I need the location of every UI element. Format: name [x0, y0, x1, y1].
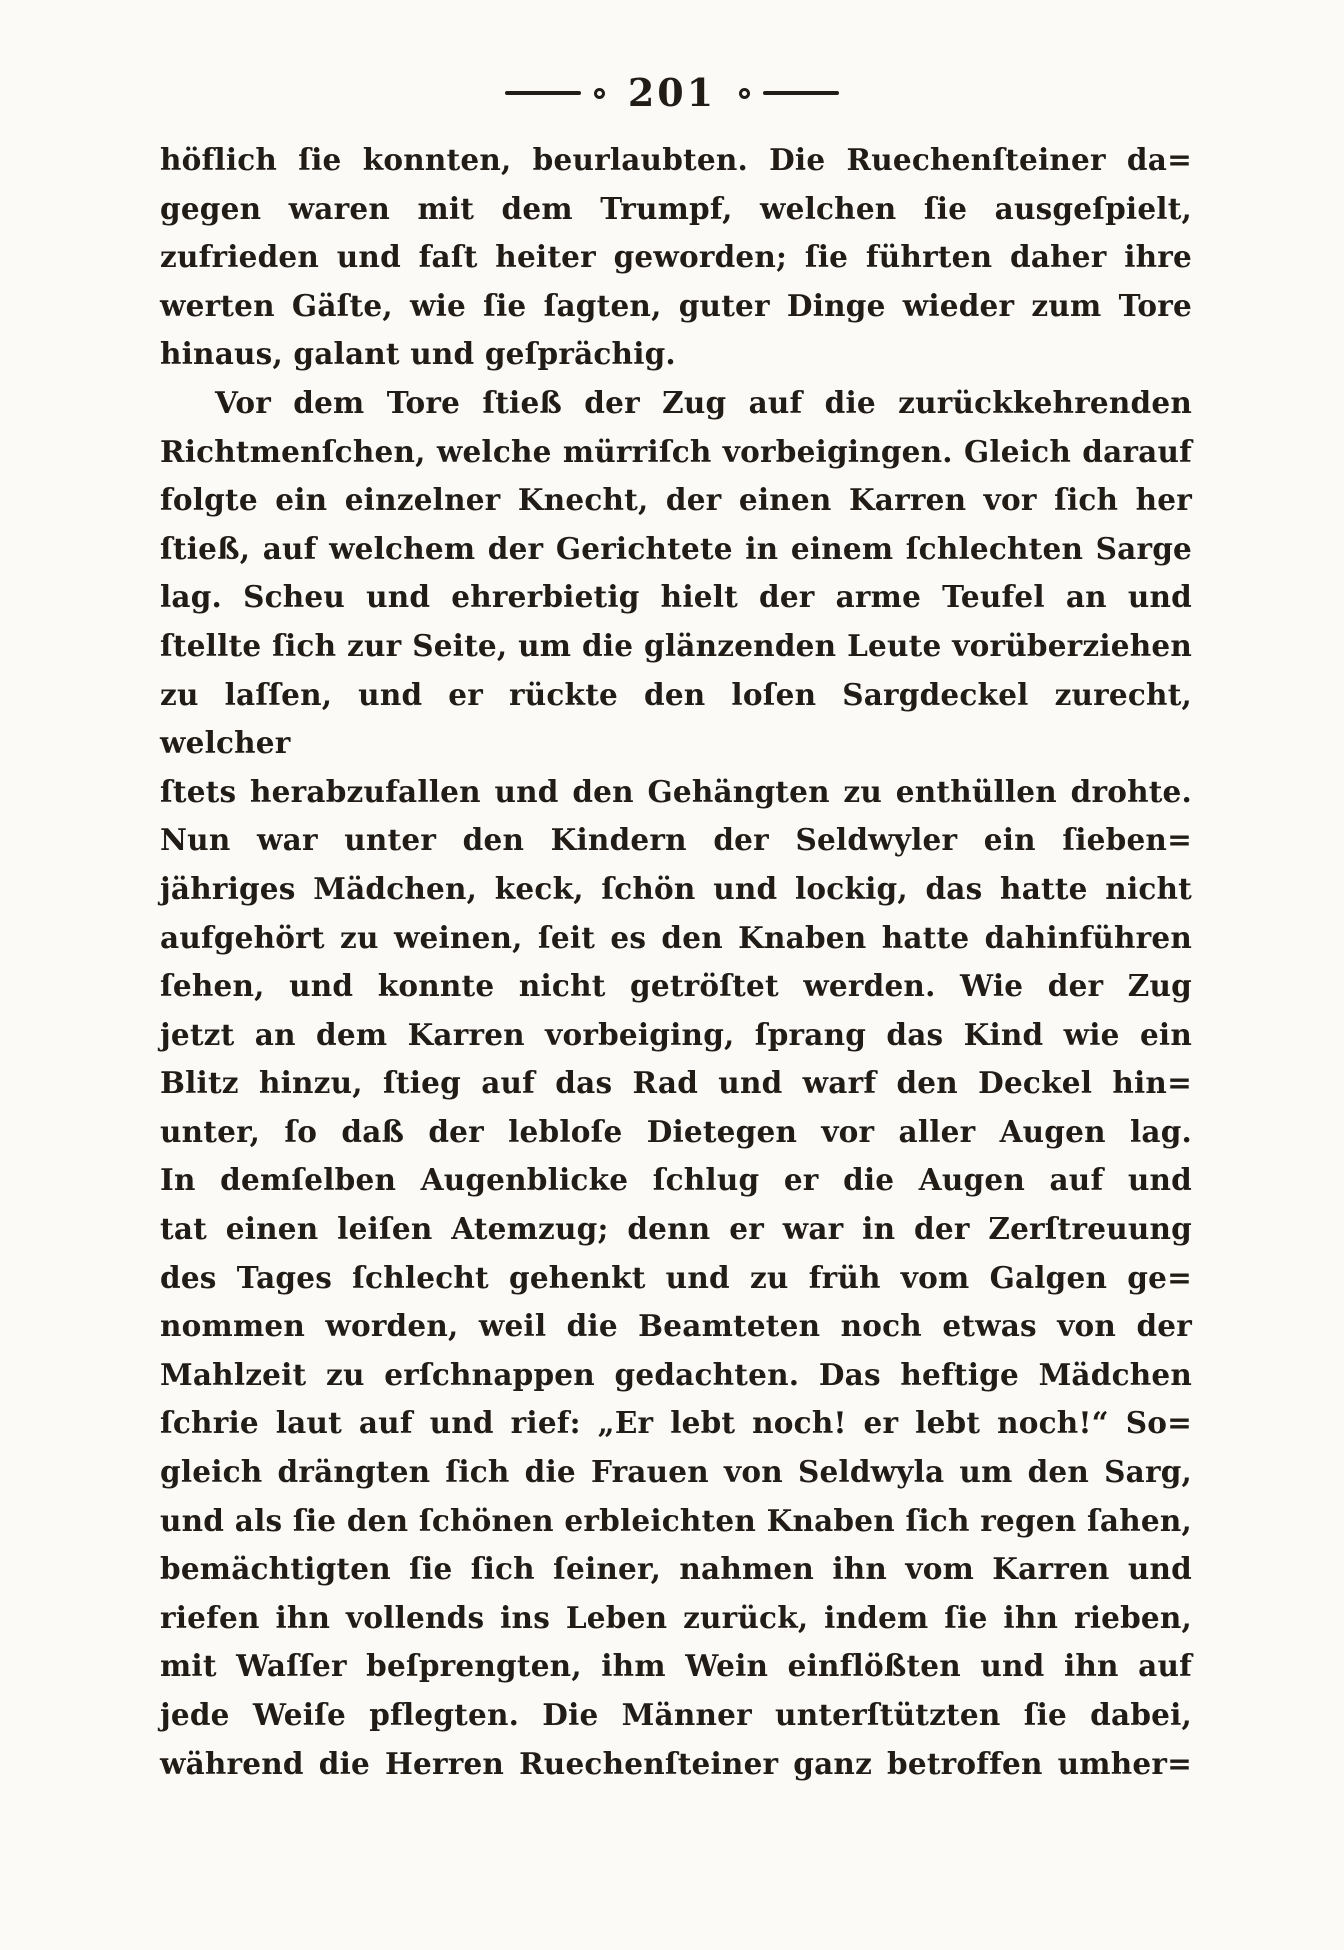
- text-line: jede Weiſe pflegten. Die Männer unterſtützten ſie dabei,: [160, 1697, 1192, 1732]
- text-line: tat einen leiſen Atemzug; denn er war in der Zerſtreuung: [160, 1211, 1192, 1247]
- text-line: folgte ein einzelner Knecht, der einen Karren vor ſich her: [160, 482, 1192, 518]
- text-line: ſtieß, auf welchem der Gerichtete in einem ſchlechten Sarge: [160, 530, 1192, 566]
- text-line: In demſelben Augenblicke ſchlug er die Augen auf und: [160, 1162, 1192, 1198]
- text-line: nommen worden, weil die Beamteten noch etwas von der: [160, 1308, 1192, 1344]
- text-line: werten Gäſte, wie ſie ſagten, guter Dinge wieder zum Tore: [160, 287, 1192, 323]
- text-line: Blitz hinzu, ſtieg auf das Rad und warf den Deckel hin=: [160, 1065, 1192, 1101]
- text-line: Vor dem Tore ſtieß der Zug auf die zurückkehrenden: [215, 384, 1192, 420]
- text-line: riefen ihn vollends ins Leben zurück, indem ſie ihn rieben,: [160, 1599, 1192, 1635]
- header-rule-left: [505, 91, 581, 95]
- text-line: gegen waren mit dem Trumpf, welchen ſie ausgeſpielt,: [160, 190, 1192, 226]
- text-line: gleich drängten ſich die Frauen von Seldwyla um den Sarg,: [160, 1454, 1192, 1490]
- page-header: [0, 70, 1344, 115]
- text-line: Richtmenſchen, welche mürriſch vorbeigingen. Gleich darauf: [160, 433, 1192, 469]
- text-line: und als ſie den ſchönen erbleichten Knaben ſich regen ſahen,: [160, 1502, 1192, 1538]
- text-line: jähriges Mädchen, keck, ſchön und lockig, das hatte nicht: [160, 870, 1192, 906]
- text-line: während die Herren Ruechenſteiner ganz betroffen umher=: [160, 1745, 1192, 1781]
- text-line: ſehen, und konnte nicht getröſtet werden. Wie der Zug: [160, 968, 1192, 1004]
- text-line: zu laſſen, und er rückte den loſen Sargdeckel zurecht, welcher: [160, 676, 1192, 761]
- text-line: zufrieden und faſt heiter geworden; ſie führten daher ihre: [160, 239, 1192, 275]
- text-line: hinaus, galant und geſprächig.: [160, 336, 676, 372]
- header-rule-right: [763, 91, 839, 95]
- text-line: lag. Scheu und ehrerbietig hielt der arme Teufel an und: [160, 579, 1192, 615]
- header-circle-right-icon: [739, 88, 750, 99]
- text-line: unter, ſo daß der lebloſe Dietegen vor aller Augen lag.: [160, 1113, 1192, 1149]
- text-line: jetzt an dem Karren vorbeiging, ſprang das Kind wie ein: [160, 1016, 1192, 1052]
- header-circle-left-icon: [594, 88, 605, 99]
- text-line: mit Waſſer beſprengten, ihm Wein einflößten und ihn auf: [160, 1648, 1192, 1684]
- text-line: Nun war unter den Kindern der Seldwyler ein ſieben=: [160, 822, 1192, 858]
- text-line: Mahlzeit zu erſchnappen gedachten. Das heftige Mädchen: [160, 1356, 1192, 1392]
- text-line: des Tages ſchlecht gehenkt und zu früh vom Galgen ge=: [160, 1259, 1192, 1295]
- text-line: höflich ſie konnten, beurlaubten. Die Ruechenſteiner da=: [160, 142, 1192, 177]
- text-line: ſtellte ſich zur Seite, um die glänzenden Leute vorüberziehen: [160, 627, 1192, 663]
- page-text: [160, 136, 1192, 1788]
- text-line: ſtets herabzufallen und den Gehängten zu enthüllen drohte.: [160, 773, 1192, 809]
- text-line: aufgehört zu weinen, ſeit es den Knaben hatte dahinführen: [160, 919, 1192, 955]
- text-line: ſchrie laut auf und rief: „Er lebt noch! er lebt noch!“ So=: [160, 1405, 1192, 1441]
- page-number: 201: [627, 70, 717, 115]
- text-line: bemächtigten ſie ſich ſeiner, nahmen ihn vom Karren und: [160, 1551, 1192, 1587]
